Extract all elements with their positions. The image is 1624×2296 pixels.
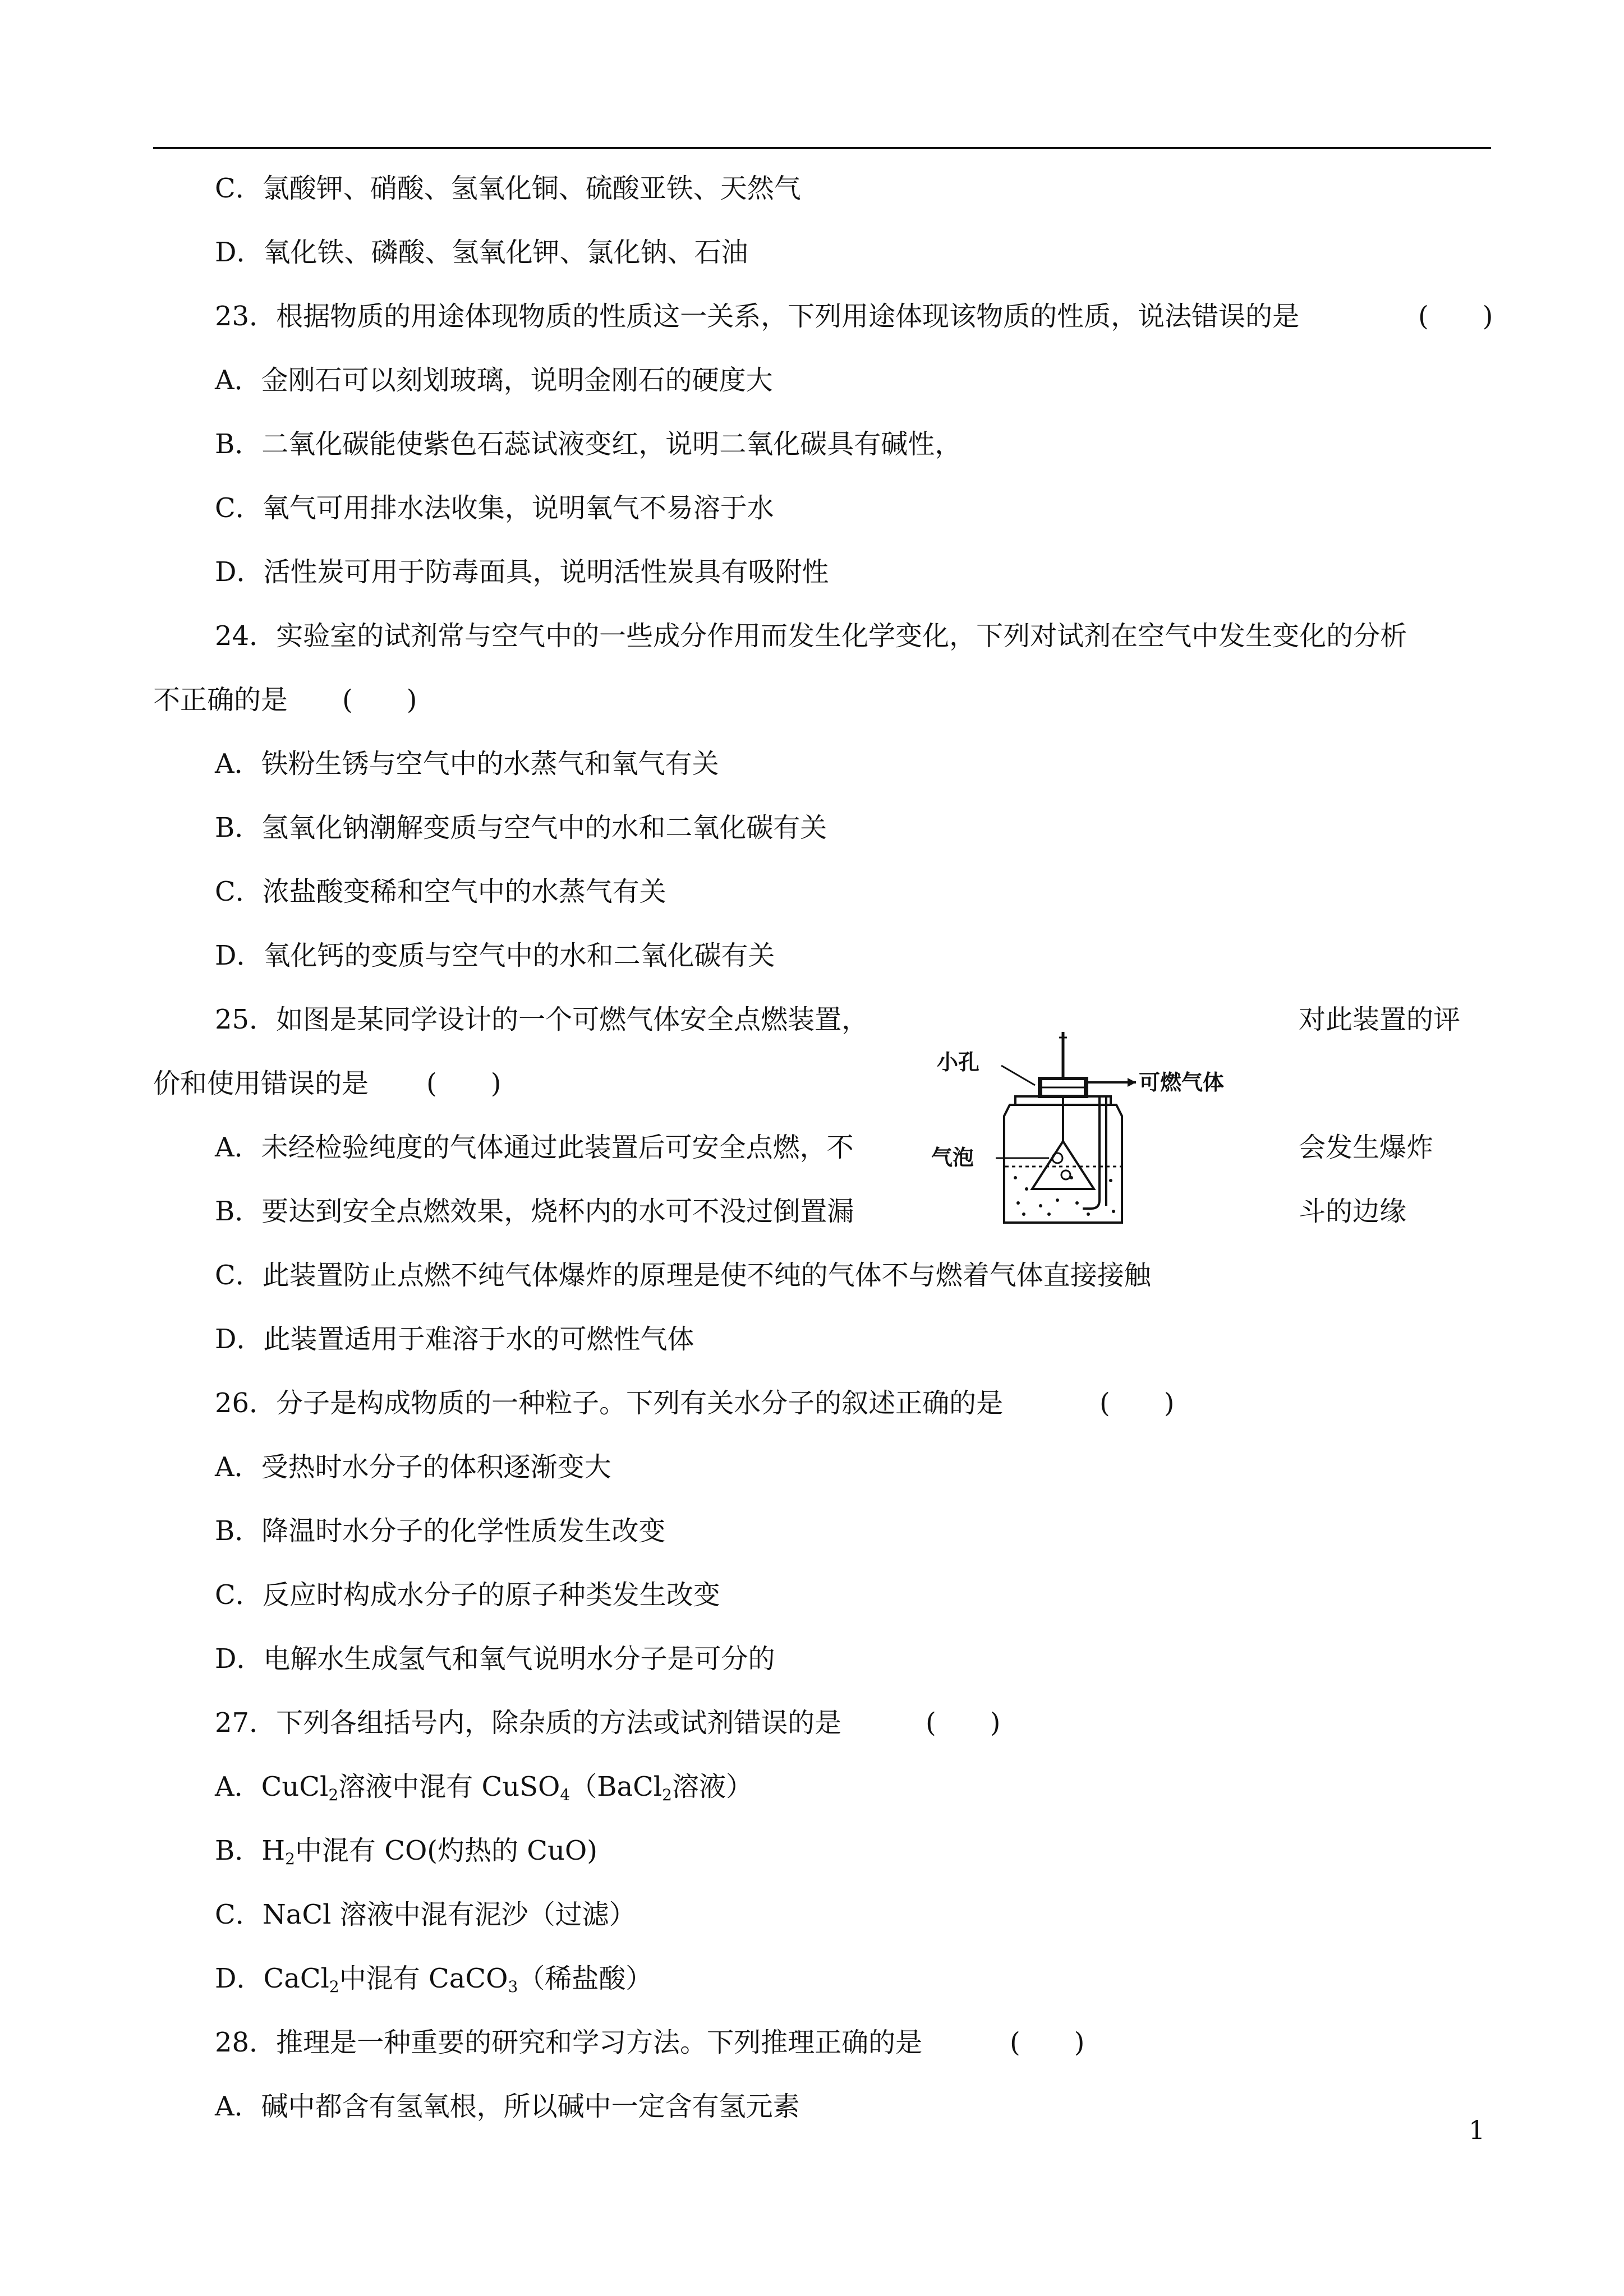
q26-option-b: B．降温时水分子的化学性质发生改变 — [215, 1515, 666, 1547]
q25-option-b: B．要达到安全点燃效果，烧杯内的水可不没过倒置漏 — [215, 1196, 854, 1227]
gas-ignition-apparatus-figure — [931, 1021, 1257, 1234]
q23-option-d: D．活性炭可用于防毒面具，说明活性炭具有吸附性 — [215, 556, 829, 588]
q22-option-c: C．氯酸钾、硝酸、氢氧化铜、硫酸亚铁、天然气 — [215, 173, 801, 204]
q24-stem: 24．实验室的试剂常与空气中的一些成分作用而发生化学变化，下列对试剂在空气中发生变化的分析 — [215, 620, 1407, 652]
figure-label-gas: 可燃气体 — [1139, 1070, 1225, 1095]
figure-label-bubble: 气泡 — [931, 1145, 974, 1170]
q26-option-c: C．反应时构成水分子的原子种类发生改变 — [215, 1579, 720, 1611]
q26-option-a: A．受热时水分子的体积逐渐变大 — [215, 1451, 611, 1483]
header-rule — [153, 147, 1491, 149]
q23-stem: 23．根据物质的用途体现物质的性质这一关系，下列用途体现该物质的性质，说法错误的是 — [215, 301, 1300, 332]
q23-option-a: A．金刚石可以刻划玻璃，说明金刚石的硬度大 — [215, 365, 773, 396]
q28-option-a: A．碱中都含有氢氧根，所以碱中一定含有氢元素 — [215, 2091, 800, 2122]
q25-option-a-cont: 会发生爆炸 — [1299, 1132, 1434, 1163]
q24-option-a: A．铁粉生锈与空气中的水蒸气和氧气有关 — [215, 748, 719, 780]
page-number: 1 — [1469, 2115, 1485, 2145]
q24-option-b: B．氢氧化钠潮解变质与空气中的水和二氧化碳有关 — [215, 812, 827, 843]
q25-stem: 25．如图是某同学设计的一个可燃气体安全点燃装置， — [215, 1004, 869, 1035]
q28-answer-blank: ( ) — [1010, 2027, 1085, 2058]
q25-stem-right: 对此装置的评 — [1299, 1004, 1461, 1035]
figure-label-hole: 小孔 — [937, 1050, 980, 1075]
q25-option-a: A．未经检验纯度的气体通过此装置后可安全点燃，不 — [215, 1132, 854, 1163]
q23-option-b: B．二氧化碳能使紫色石蕊试液变红，说明二氧化碳具有碱性， — [215, 428, 962, 460]
q26-stem: 26．分子是构成物质的一种粒子。下列有关水分子的叙述正确的是 — [215, 1387, 1004, 1419]
q27-option-a: A．CuCl$_2$溶液中混有 CuSO$_4$（BaCl$_2$溶液） — [215, 1771, 753, 1804]
q27-option-c: C．NaCl 溶液中混有泥沙（过滤） — [215, 1899, 636, 1930]
q28-stem: 28．推理是一种重要的研究和学习方法。下列推理正确的是 — [215, 2027, 923, 2058]
apparatus-drawing — [942, 1021, 1257, 1234]
q27-stem: 27．下列各组括号内，除杂质的方法或试剂错误的是 — [215, 1707, 842, 1739]
q27-option-b: B．$H_2$中混有 CO(灼热的 CuO) — [215, 1835, 598, 1868]
q25-option-b-cont: 斗的边缘 — [1299, 1196, 1407, 1227]
q24-stem-cont: 不正确的是 — [153, 684, 288, 716]
q24-answer-blank: ( ) — [342, 684, 417, 716]
q25-option-c: C．此装置防止点燃不纯气体爆炸的原理是使不纯的气体不与燃着气体直接接触 — [215, 1260, 1151, 1291]
q26-option-d: D．电解水生成氢气和氧气说明水分子是可分的 — [215, 1643, 775, 1675]
q25-answer-blank: ( ) — [426, 1068, 502, 1099]
q22-option-d: D．氧化铁、磷酸、氢氧化钾、氯化钠、石油 — [215, 237, 748, 268]
q27-option-d: D．CaCl$_2$中混有 CaCO$_3$（稀盐酸） — [215, 1963, 653, 1996]
q26-answer-blank: ( ) — [1099, 1387, 1175, 1419]
q23-answer-blank: ( ) — [1418, 301, 1493, 332]
q24-option-d: D．氧化钙的变质与空气中的水和二氧化碳有关 — [215, 940, 775, 971]
q25-option-d: D．此装置适用于难溶于水的可燃性气体 — [215, 1324, 694, 1355]
q27-answer-blank: ( ) — [926, 1707, 1001, 1739]
q24-option-c: C．浓盐酸变稀和空气中的水蒸气有关 — [215, 876, 666, 907]
q23-option-c: C．氧气可用排水法收集，说明氧气不易溶于水 — [215, 492, 774, 524]
q25-stem-cont: 价和使用错误的是 — [153, 1068, 369, 1099]
